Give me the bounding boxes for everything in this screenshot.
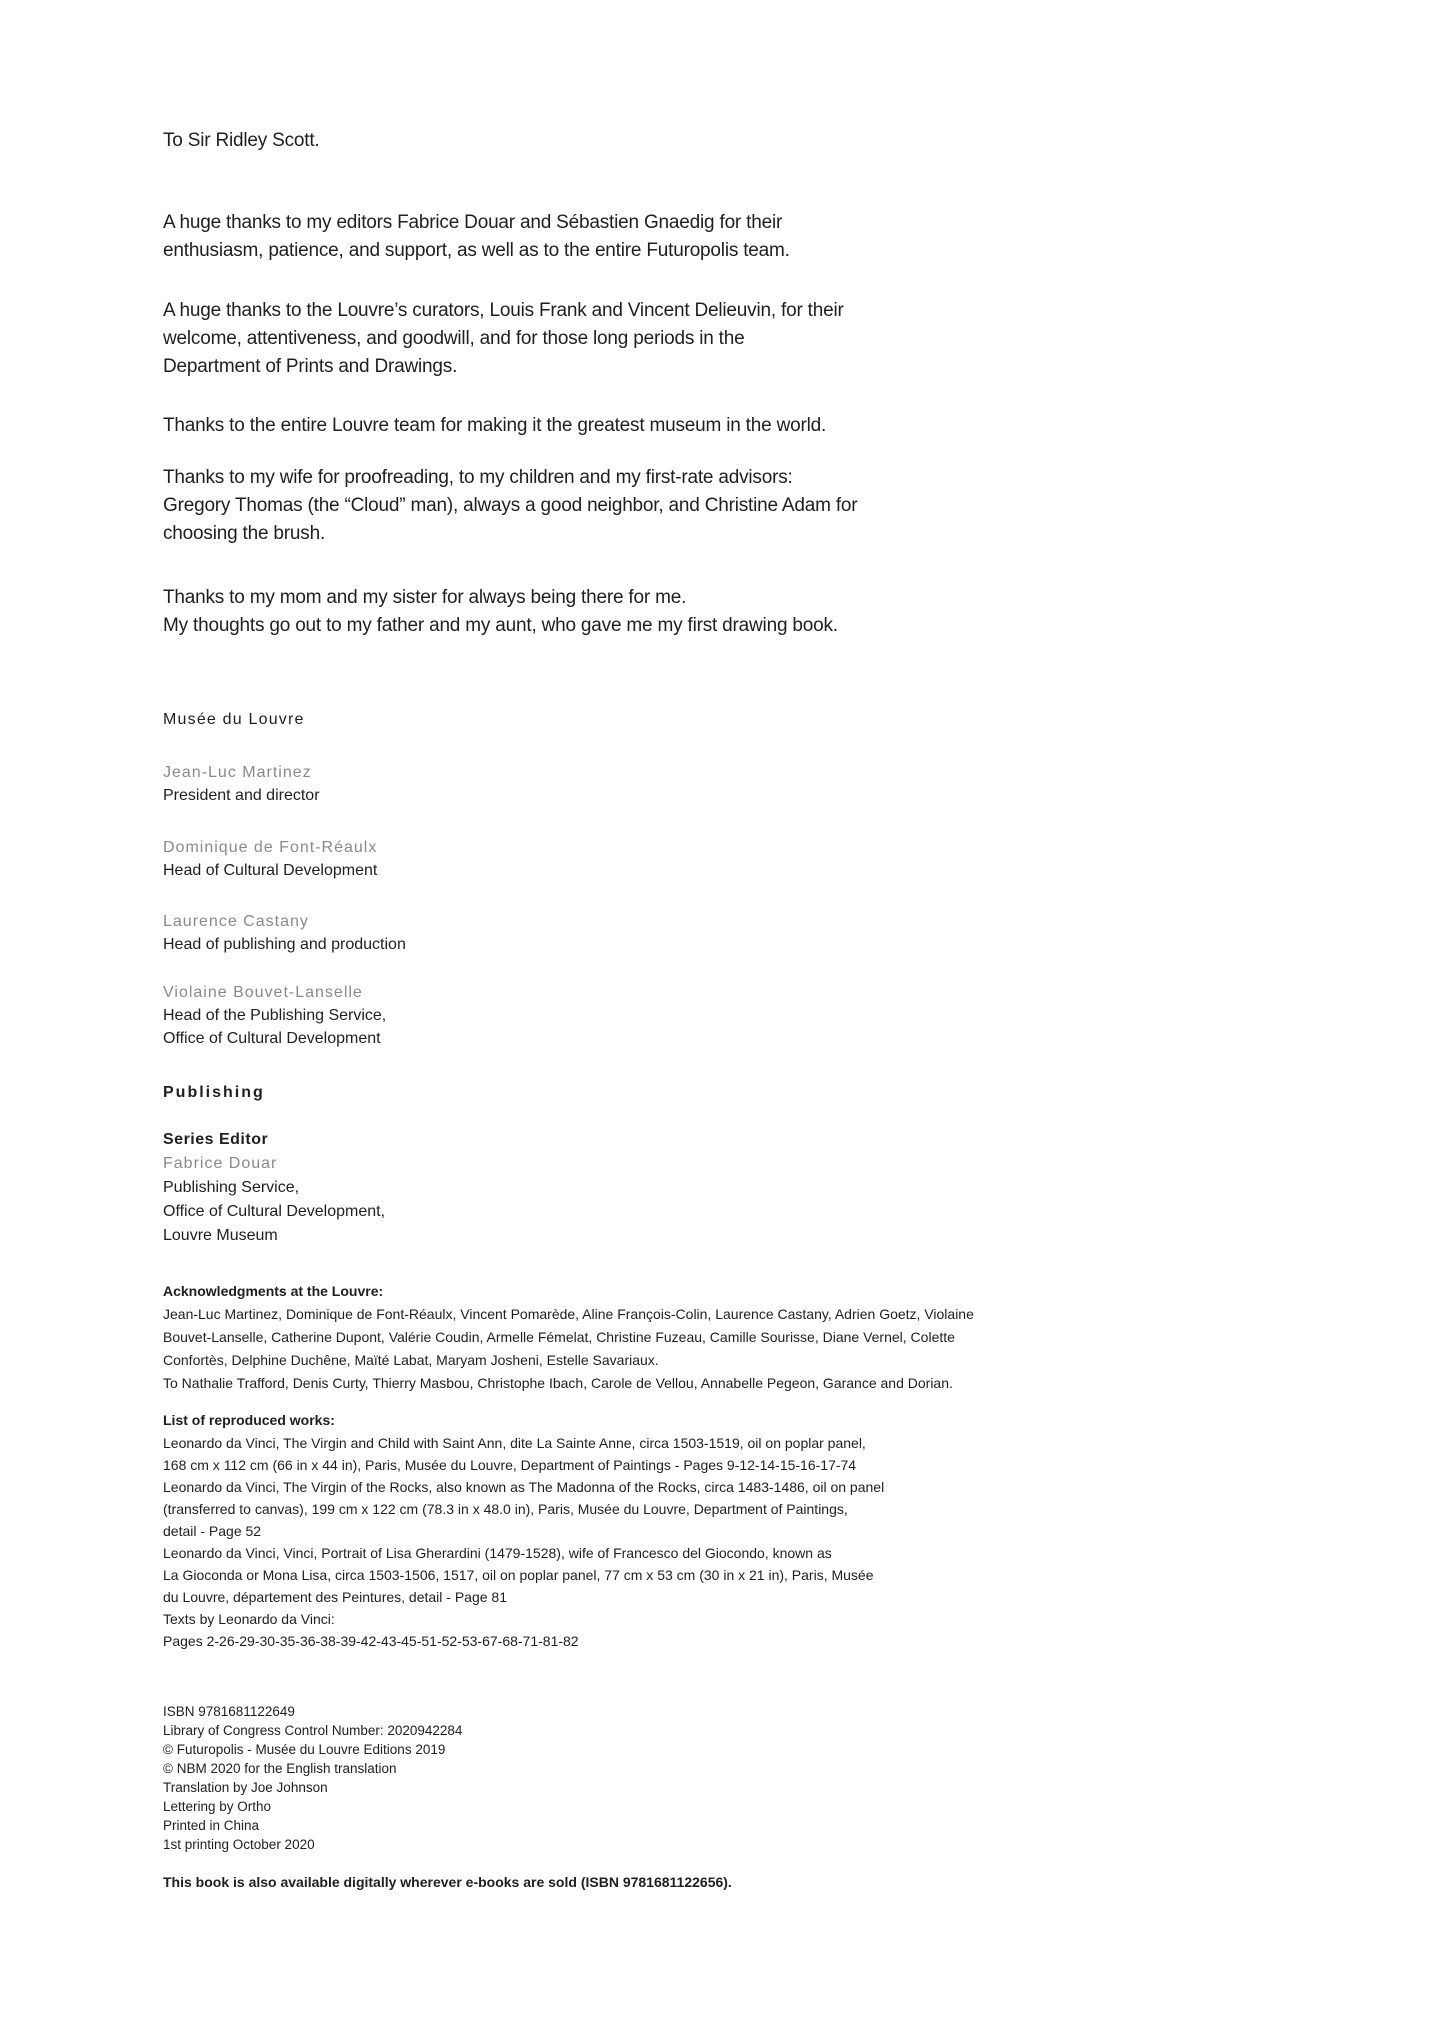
staff-name: Laurence Castany	[163, 913, 309, 930]
works-heading: List of reproduced works:	[163, 1412, 335, 1428]
colophon-line: Lettering by Ortho	[163, 1799, 272, 1814]
paragraph-line: Gregory Thomas (the “Cloud” man), always a good neighbor, and Christine Adam for	[163, 495, 858, 516]
thanks-section	[163, 209, 1382, 640]
series-editor-name: Fabrice Douar	[163, 1155, 278, 1172]
colophon-line: 1st printing October 2020	[163, 1837, 315, 1852]
paragraph-line: My thoughts go out to my father and my aunt, who gave me my first drawing book.	[163, 615, 838, 636]
staff-title: Head of publishing and production	[163, 936, 406, 953]
ebook-availability-note: This book is also available digitally wherever e-books are sold (ISBN 9781681122656).	[163, 1874, 732, 1890]
acknowledgments-line: To Nathalie Trafford, Denis Curty, Thierry Masbou, Christophe Ibach, Carole de Vellou, Annabelle Pegeon, Garance and Dorian.	[163, 1375, 953, 1391]
acknowledgments-section	[163, 1280, 1382, 1395]
paragraph-line: welcome, attentiveness, and goodwill, and for those long periods in the	[163, 328, 745, 349]
museum-staff-list	[163, 761, 1382, 1050]
paragraph-line: A huge thanks to my editors Fabrice Douar and Sébastien Gnaedig for their	[163, 212, 783, 233]
colophon-line: © NBM 2020 for the English translation	[163, 1761, 397, 1776]
series-editor-title: Office of Cultural Development,	[163, 1203, 386, 1220]
staff-name: Violaine Bouvet-Lanselle	[163, 984, 363, 1001]
staff-title: Head of the Publishing Service,	[163, 1007, 387, 1024]
thanks-paragraph	[163, 412, 1382, 440]
series-editor-heading: Series Editor	[163, 1131, 269, 1148]
colophon-line: ISBN 9781681122649	[163, 1704, 295, 1719]
series-editor-title: Publishing Service,	[163, 1179, 300, 1196]
acknowledgments-heading: Acknowledgments at the Louvre:	[163, 1283, 384, 1299]
thanks-paragraph	[163, 464, 1382, 548]
paragraph-line: enthusiasm, patience, and support, as well as to the entire Futuropolis team.	[163, 240, 790, 261]
works-line: Texts by Leonardo da Vinci:	[163, 1611, 335, 1627]
thanks-paragraph	[163, 584, 1382, 640]
colophon-line: Printed in China	[163, 1818, 260, 1833]
colophon-section	[163, 1702, 1382, 1854]
works-section	[163, 1409, 1382, 1652]
paragraph-line: A huge thanks to the Louvre’s curators, Louis Frank and Vincent Delieuvin, for their	[163, 300, 844, 321]
colophon-line: Library of Congress Control Number: 2020942284	[163, 1723, 463, 1738]
thanks-paragraph	[163, 297, 1382, 381]
acknowledgments-line: Bouvet-Lanselle, Catherine Dupont, Valérie Coudin, Armelle Fémelat, Christine Fuzeau, Camille Sourisse, Diane Vernel, Colette	[163, 1329, 955, 1345]
series-editor-title: Louvre Museum	[163, 1227, 278, 1244]
works-line: detail - Page 52	[163, 1523, 262, 1539]
staff-entry	[163, 836, 1382, 882]
works-line: Leonardo da Vinci, The Virgin of the Rocks, also known as The Madonna of the Rocks, circa 1483-1486, oil on panel	[163, 1479, 885, 1495]
paragraph-line: Department of Prints and Drawings.	[163, 356, 458, 377]
works-line: Leonardo da Vinci, The Virgin and Child with Saint Ann, dite La Sainte Anne, circa 1503-1519, oil on poplar panel,	[163, 1435, 866, 1451]
staff-entry	[163, 761, 1382, 807]
works-line: Pages 2-26-29-30-35-36-38-39-42-43-45-51-52-53-67-68-71-81-82	[163, 1633, 579, 1649]
works-line: La Gioconda or Mona Lisa, circa 1503-1506, 1517, oil on poplar panel, 77 cm x 53 cm (30 in x 21 in), Paris, Musée	[163, 1567, 874, 1583]
dedication: To Sir Ridley Scott.	[163, 130, 320, 151]
thanks-paragraph	[163, 209, 1382, 265]
acknowledgments-line: Confortès, Delphine Duchêne, Maïté Labat, Maryam Josheni, Estelle Savariaux.	[163, 1352, 659, 1368]
paragraph-line: choosing the brush.	[163, 523, 326, 544]
staff-entry	[163, 910, 1382, 956]
works-line: du Louvre, département des Peintures, detail - Page 81	[163, 1589, 507, 1605]
acknowledgments-line: Jean-Luc Martinez, Dominique de Font-Réaulx, Vincent Pomarède, Aline François-Colin, Laurence Castany, Adrien Goetz, Violaine	[163, 1306, 974, 1322]
staff-title: President and director	[163, 787, 320, 804]
paragraph-line: Thanks to my mom and my sister for always being there for me.	[163, 587, 687, 608]
paragraph-line: Thanks to my wife for proofreading, to my children and my first-rate advisors:	[163, 467, 793, 488]
museum-title: Musée du Louvre	[163, 711, 305, 728]
staff-entry	[163, 981, 1382, 1050]
works-line: Leonardo da Vinci, Vinci, Portrait of Lisa Gherardini (1479-1528), wife of Francesco del Giocondo, known as	[163, 1545, 832, 1561]
staff-name: Dominique de Font-Réaulx	[163, 839, 378, 856]
publishing-heading: Publishing	[163, 1084, 265, 1101]
works-line: (transferred to canvas), 199 cm x 122 cm (78.3 in x 48.0 in), Paris, Musée du Louvre, Department of Paintings,	[163, 1501, 848, 1517]
staff-title: Office of Cultural Development	[163, 1030, 381, 1047]
paragraph-line: Thanks to the entire Louvre team for making it the greatest museum in the world.	[163, 415, 827, 436]
staff-name: Jean-Luc Martinez	[163, 764, 312, 781]
works-line: 168 cm x 112 cm (66 in x 44 in), Paris, Musée du Louvre, Department of Paintings - Pages 9-12-14-15-16-17-74	[163, 1457, 857, 1473]
colophon-line: Translation by Joe Johnson	[163, 1780, 328, 1795]
series-editor-block	[163, 1128, 1382, 1248]
colophon-line: © Futuropolis - Musée du Louvre Editions 2019	[163, 1742, 446, 1757]
staff-title: Head of Cultural Development	[163, 862, 378, 879]
